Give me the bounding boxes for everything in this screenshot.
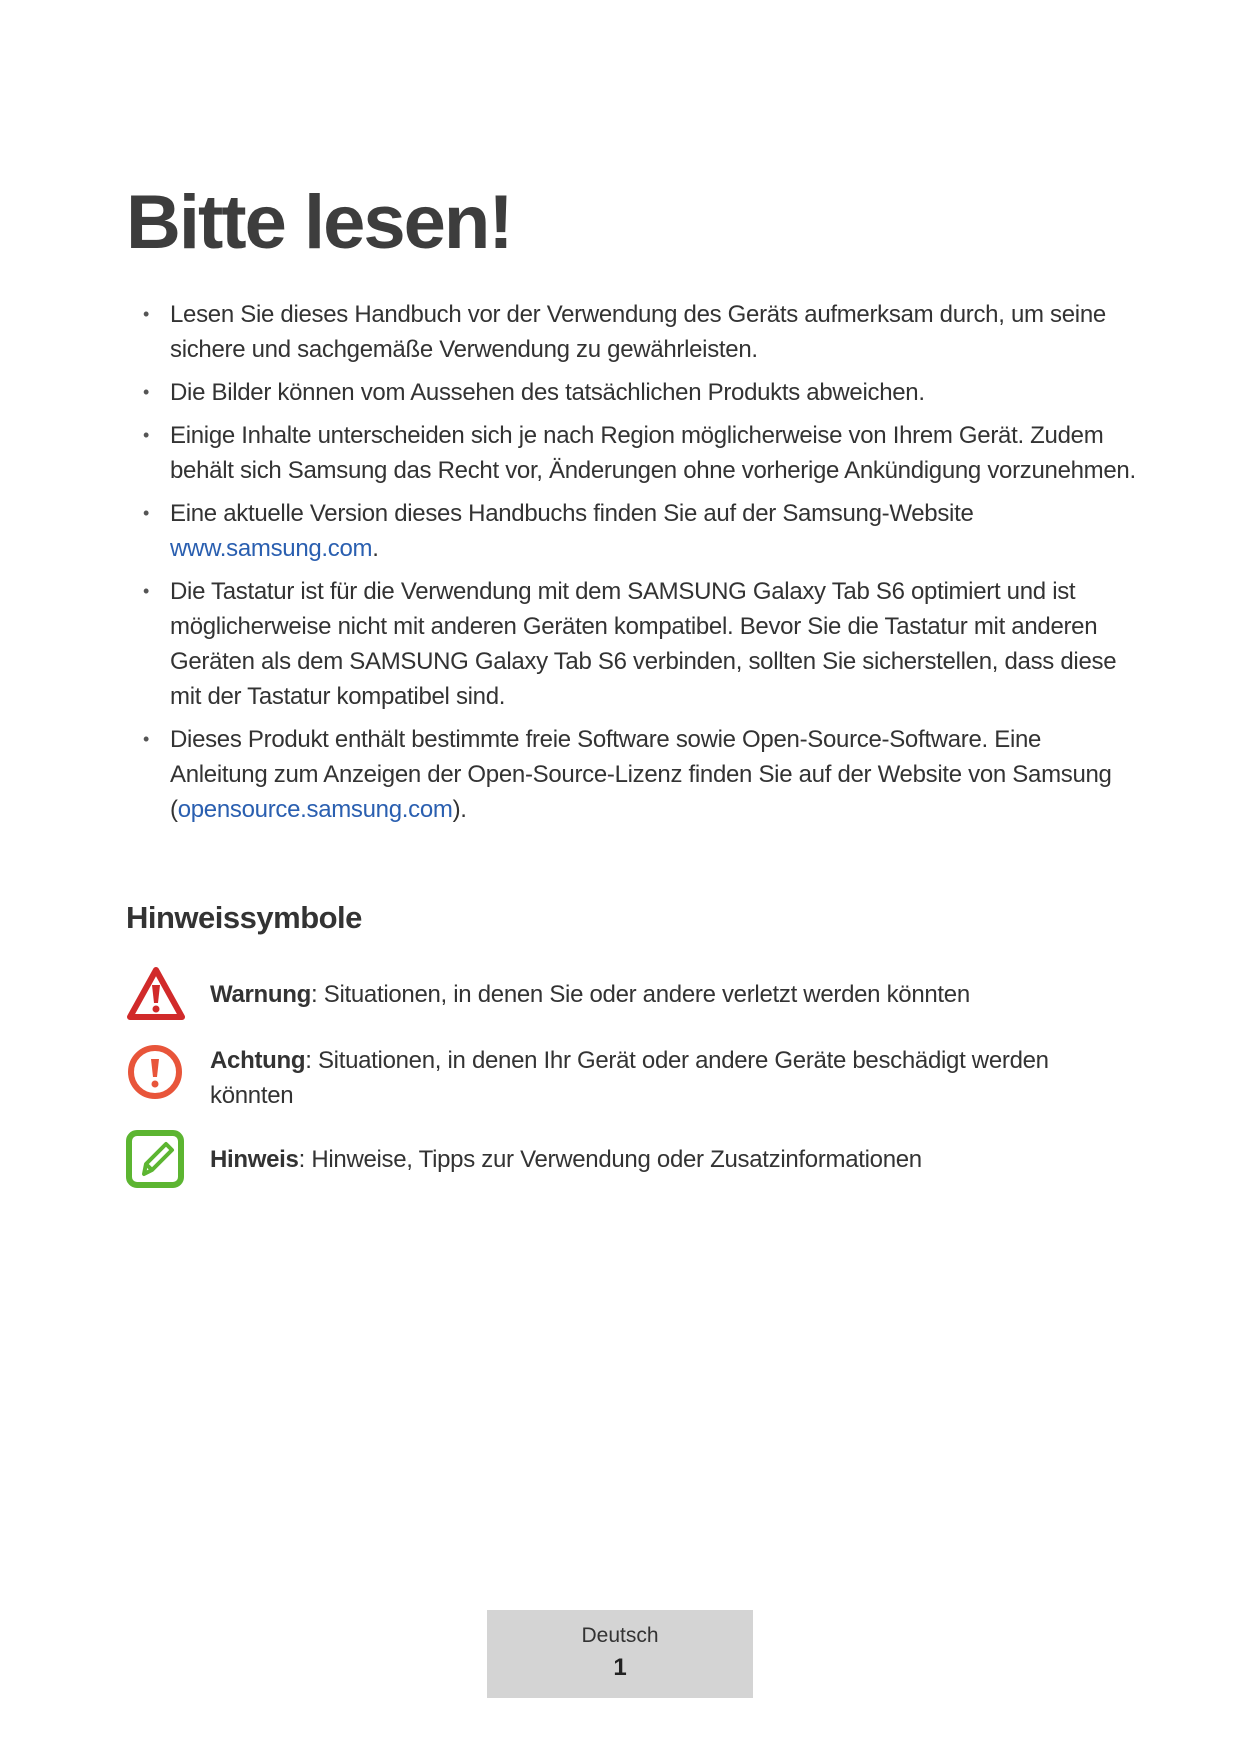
opensource-website-link[interactable]: opensource.samsung.com xyxy=(177,796,453,823)
notice-separator: : xyxy=(298,1146,305,1173)
notice-warning-text xyxy=(210,977,1110,1012)
list-item-text: Eine aktuelle Version dieses Handbuchs finden Sie auf der Samsung-Website xyxy=(170,500,974,527)
list-item-text: Die Bilder können vom Aussehen des tatsächlichen Produkts abweichen. xyxy=(170,379,925,406)
notice-caution-label: Achtung xyxy=(210,1047,306,1074)
list-item xyxy=(126,574,1136,714)
bullet-icon: • xyxy=(143,382,150,402)
footer-language: Deutsch xyxy=(581,1624,659,1647)
notice-separator: : xyxy=(311,981,318,1008)
list-item xyxy=(126,418,1136,488)
list-item xyxy=(126,496,1136,566)
list-item xyxy=(126,375,1136,410)
notice-note-label: Hinweis xyxy=(210,1146,299,1173)
warning-triangle-icon xyxy=(126,965,186,1025)
note-pencil-icon xyxy=(126,1130,186,1190)
notice-note-text xyxy=(210,1142,1110,1177)
notice-note-description: Hinweise, Tipps zur Verwendung oder Zusatzinformationen xyxy=(304,1146,922,1173)
bullet-icon: • xyxy=(143,729,150,749)
section-title: Hinweissymbole xyxy=(126,900,362,935)
instruction-list xyxy=(126,297,1136,835)
list-item-text: Lesen Sie dieses Handbuch vor der Verwendung des Geräts aufmerksam durch, um seine sichere und sachgemäße Verwendung zu gewährleisten. xyxy=(170,301,1106,363)
page-number: 1 xyxy=(613,1654,627,1681)
caution-circle-icon xyxy=(126,1043,186,1103)
notice-caution-text xyxy=(210,1043,1110,1113)
bullet-icon: • xyxy=(143,503,150,523)
list-item-text-end: ). xyxy=(452,796,467,823)
notice-separator: : xyxy=(305,1047,312,1074)
bullet-icon: • xyxy=(143,581,150,601)
list-item-text: Einige Inhalte unterscheiden sich je nach Region möglicherweise von Ihrem Gerät. Zudem behält sich Samsung das Recht vor, Änderungen ohne vorherige Ankündigung vorzunehmen. xyxy=(170,422,1136,484)
notice-warning-label: Warnung xyxy=(210,981,311,1008)
page-footer xyxy=(487,1610,753,1698)
samsung-website-link[interactable]: www.samsung.com xyxy=(170,535,373,562)
list-item-text: Dieses Produkt enthält bestimmte freie Software sowie Open-Source-Software. Eine Anleitung zum Anzeigen der Open-Source-Lizenz finden Sie auf der Website von Samsung ( xyxy=(170,726,1112,823)
list-item xyxy=(126,722,1136,827)
notice-caution-description: Situationen, in denen Ihr Gerät oder andere Geräte beschädigt werden könnten xyxy=(210,1047,1049,1109)
list-item xyxy=(126,297,1136,367)
notice-warning-description: Situationen, in denen Sie oder andere verletzt werden könnten xyxy=(317,981,970,1008)
list-item-text-end: . xyxy=(372,535,379,562)
bullet-icon: • xyxy=(143,304,150,324)
list-item-text: Die Tastatur ist für die Verwendung mit dem SAMSUNG Galaxy Tab S6 optimiert und ist möglicherweise nicht mit anderen Geräten kompatibel. Bevor Sie die Tastatur mit anderen Geräten als dem SAMSUNG Galaxy Tab S6 verbinden, sollten Sie sicherstellen, dass diese mit der Tastatur kompatibel sind. xyxy=(170,578,1117,710)
bullet-icon: • xyxy=(143,425,150,445)
page-title: Bitte lesen! xyxy=(126,180,512,265)
